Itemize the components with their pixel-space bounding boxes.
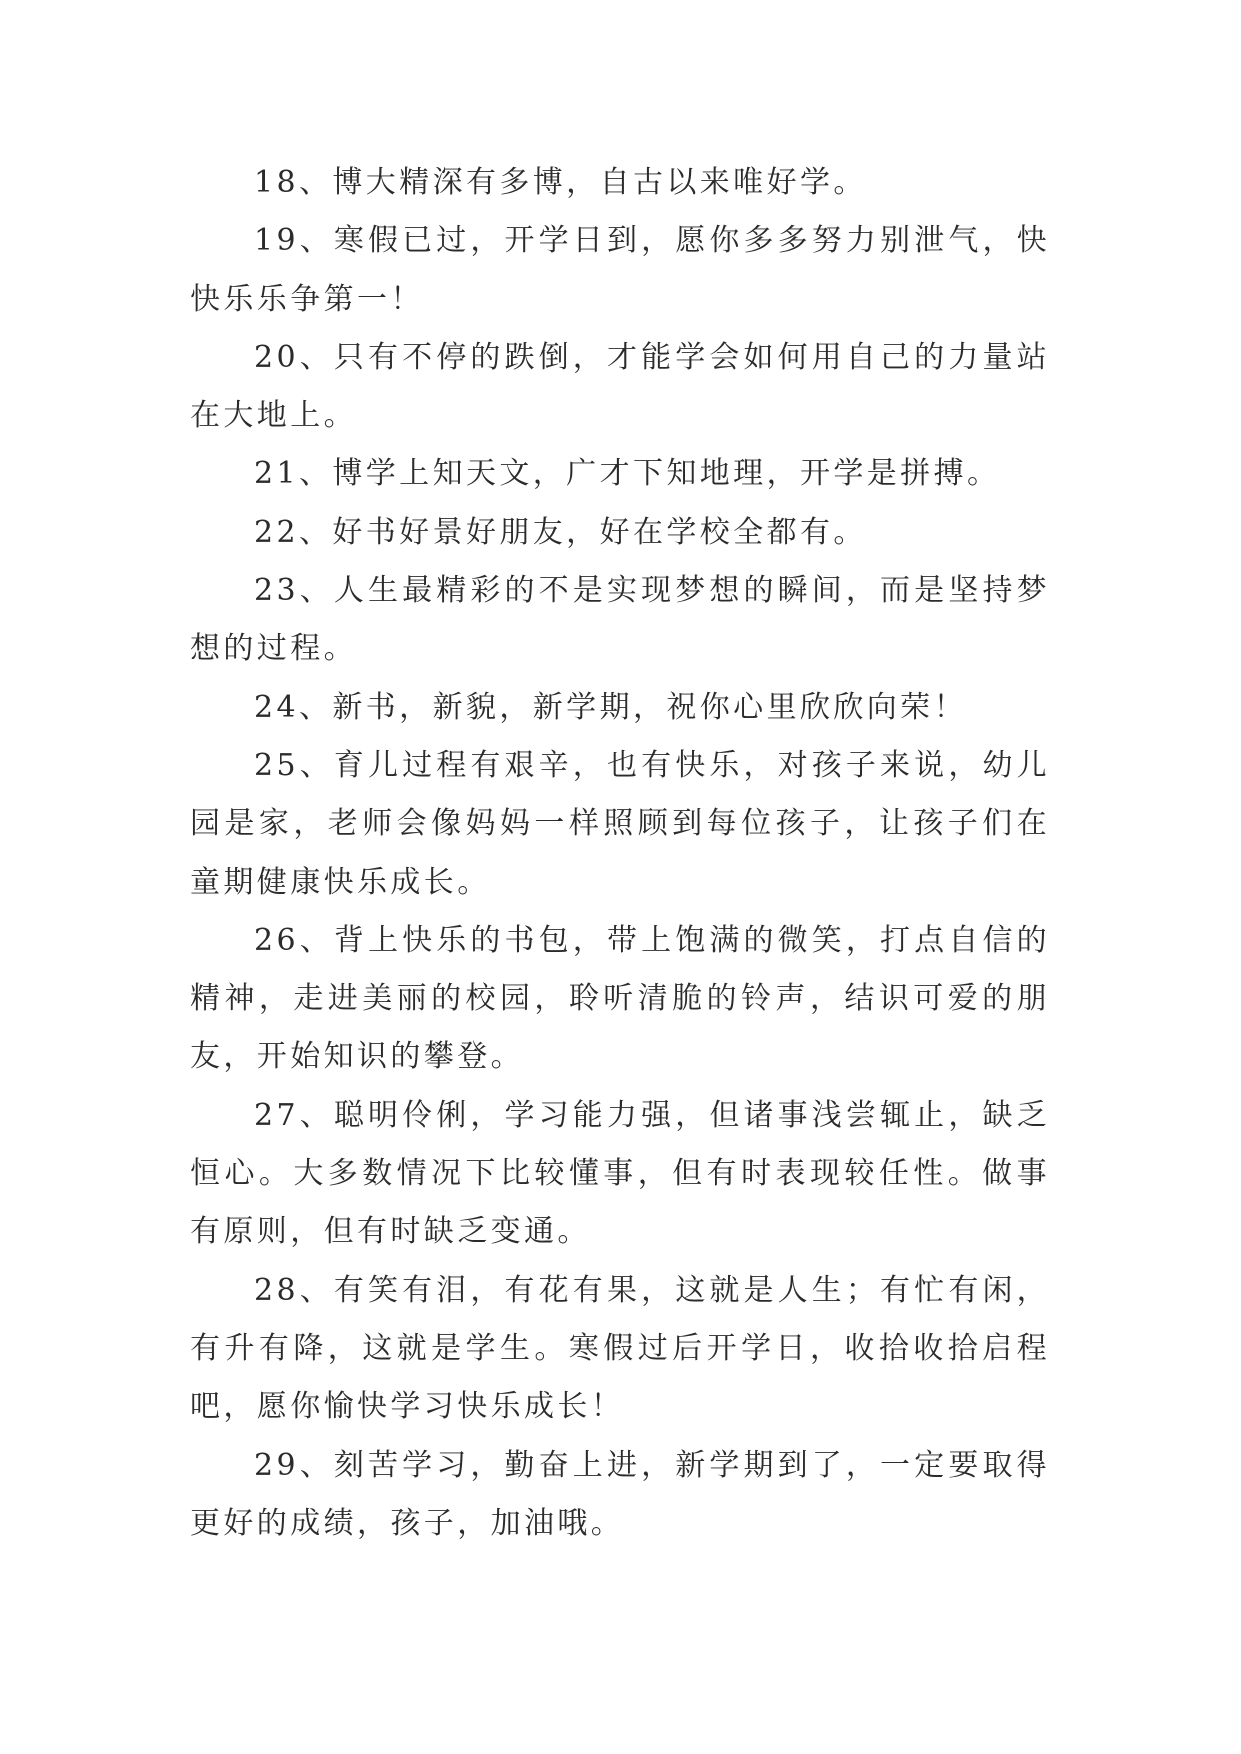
paragraph-25: 25、育儿过程有艰辛，也有快乐，对孩子来说，幼儿园是家，老师会像妈妈一样照顾到每位孩子，让孩子们在童期健康快乐成长。: [190, 747, 1050, 900]
paragraph-19: 19、寒假已过，开学日到，愿你多多努力别泄气，快快乐乐争第一！: [190, 223, 1050, 317]
paragraph-22: 22、好书好景好朋友，好在学校全都有。: [254, 514, 867, 550]
paragraph-26: 26、背上快乐的书包，带上饱满的微笑，打点自信的精神，走进美丽的校园，聆听清脆的铃声，结识可爱的朋友，开始知识的攀登。: [190, 922, 1050, 1075]
paragraph-24: 24、新书，新貌，新学期，祝你心里欣欣向荣！: [254, 689, 967, 725]
paragraph-28: 28、有笑有泪，有花有果，这就是人生；有忙有闲，有升有降，这就是学生。寒假过后开学日，收拾收拾启程吧，愿你愉快学习快乐成长！: [190, 1272, 1050, 1425]
paragraph-29: 29、刻苦学习，勤奋上进，新学期到了，一定要取得更好的成绩，孩子，加油哦。: [190, 1447, 1050, 1541]
paragraph-18: 18、博大精深有多博，自古以来唯好学。: [254, 165, 867, 200]
paragraph-27: 27、聪明伶俐，学习能力强，但诸事浅尝辄止，缺乏恒心。大多数情况下比较懂事，但有时表现较任性。做事有原则，但有时缺乏变通。: [190, 1097, 1050, 1250]
paragraph-21: 21、博学上知天文，广才下知地理，开学是拼搏。: [254, 456, 1001, 492]
paragraph-23: 23、人生最精彩的不是实现梦想的瞬间，而是坚持梦想的过程。: [190, 573, 1050, 667]
paragraph-20: 20、只有不停的跌倒，才能学会如何用自己的力量站在大地上。: [190, 339, 1050, 434]
document-body: [190, 154, 1050, 1553]
